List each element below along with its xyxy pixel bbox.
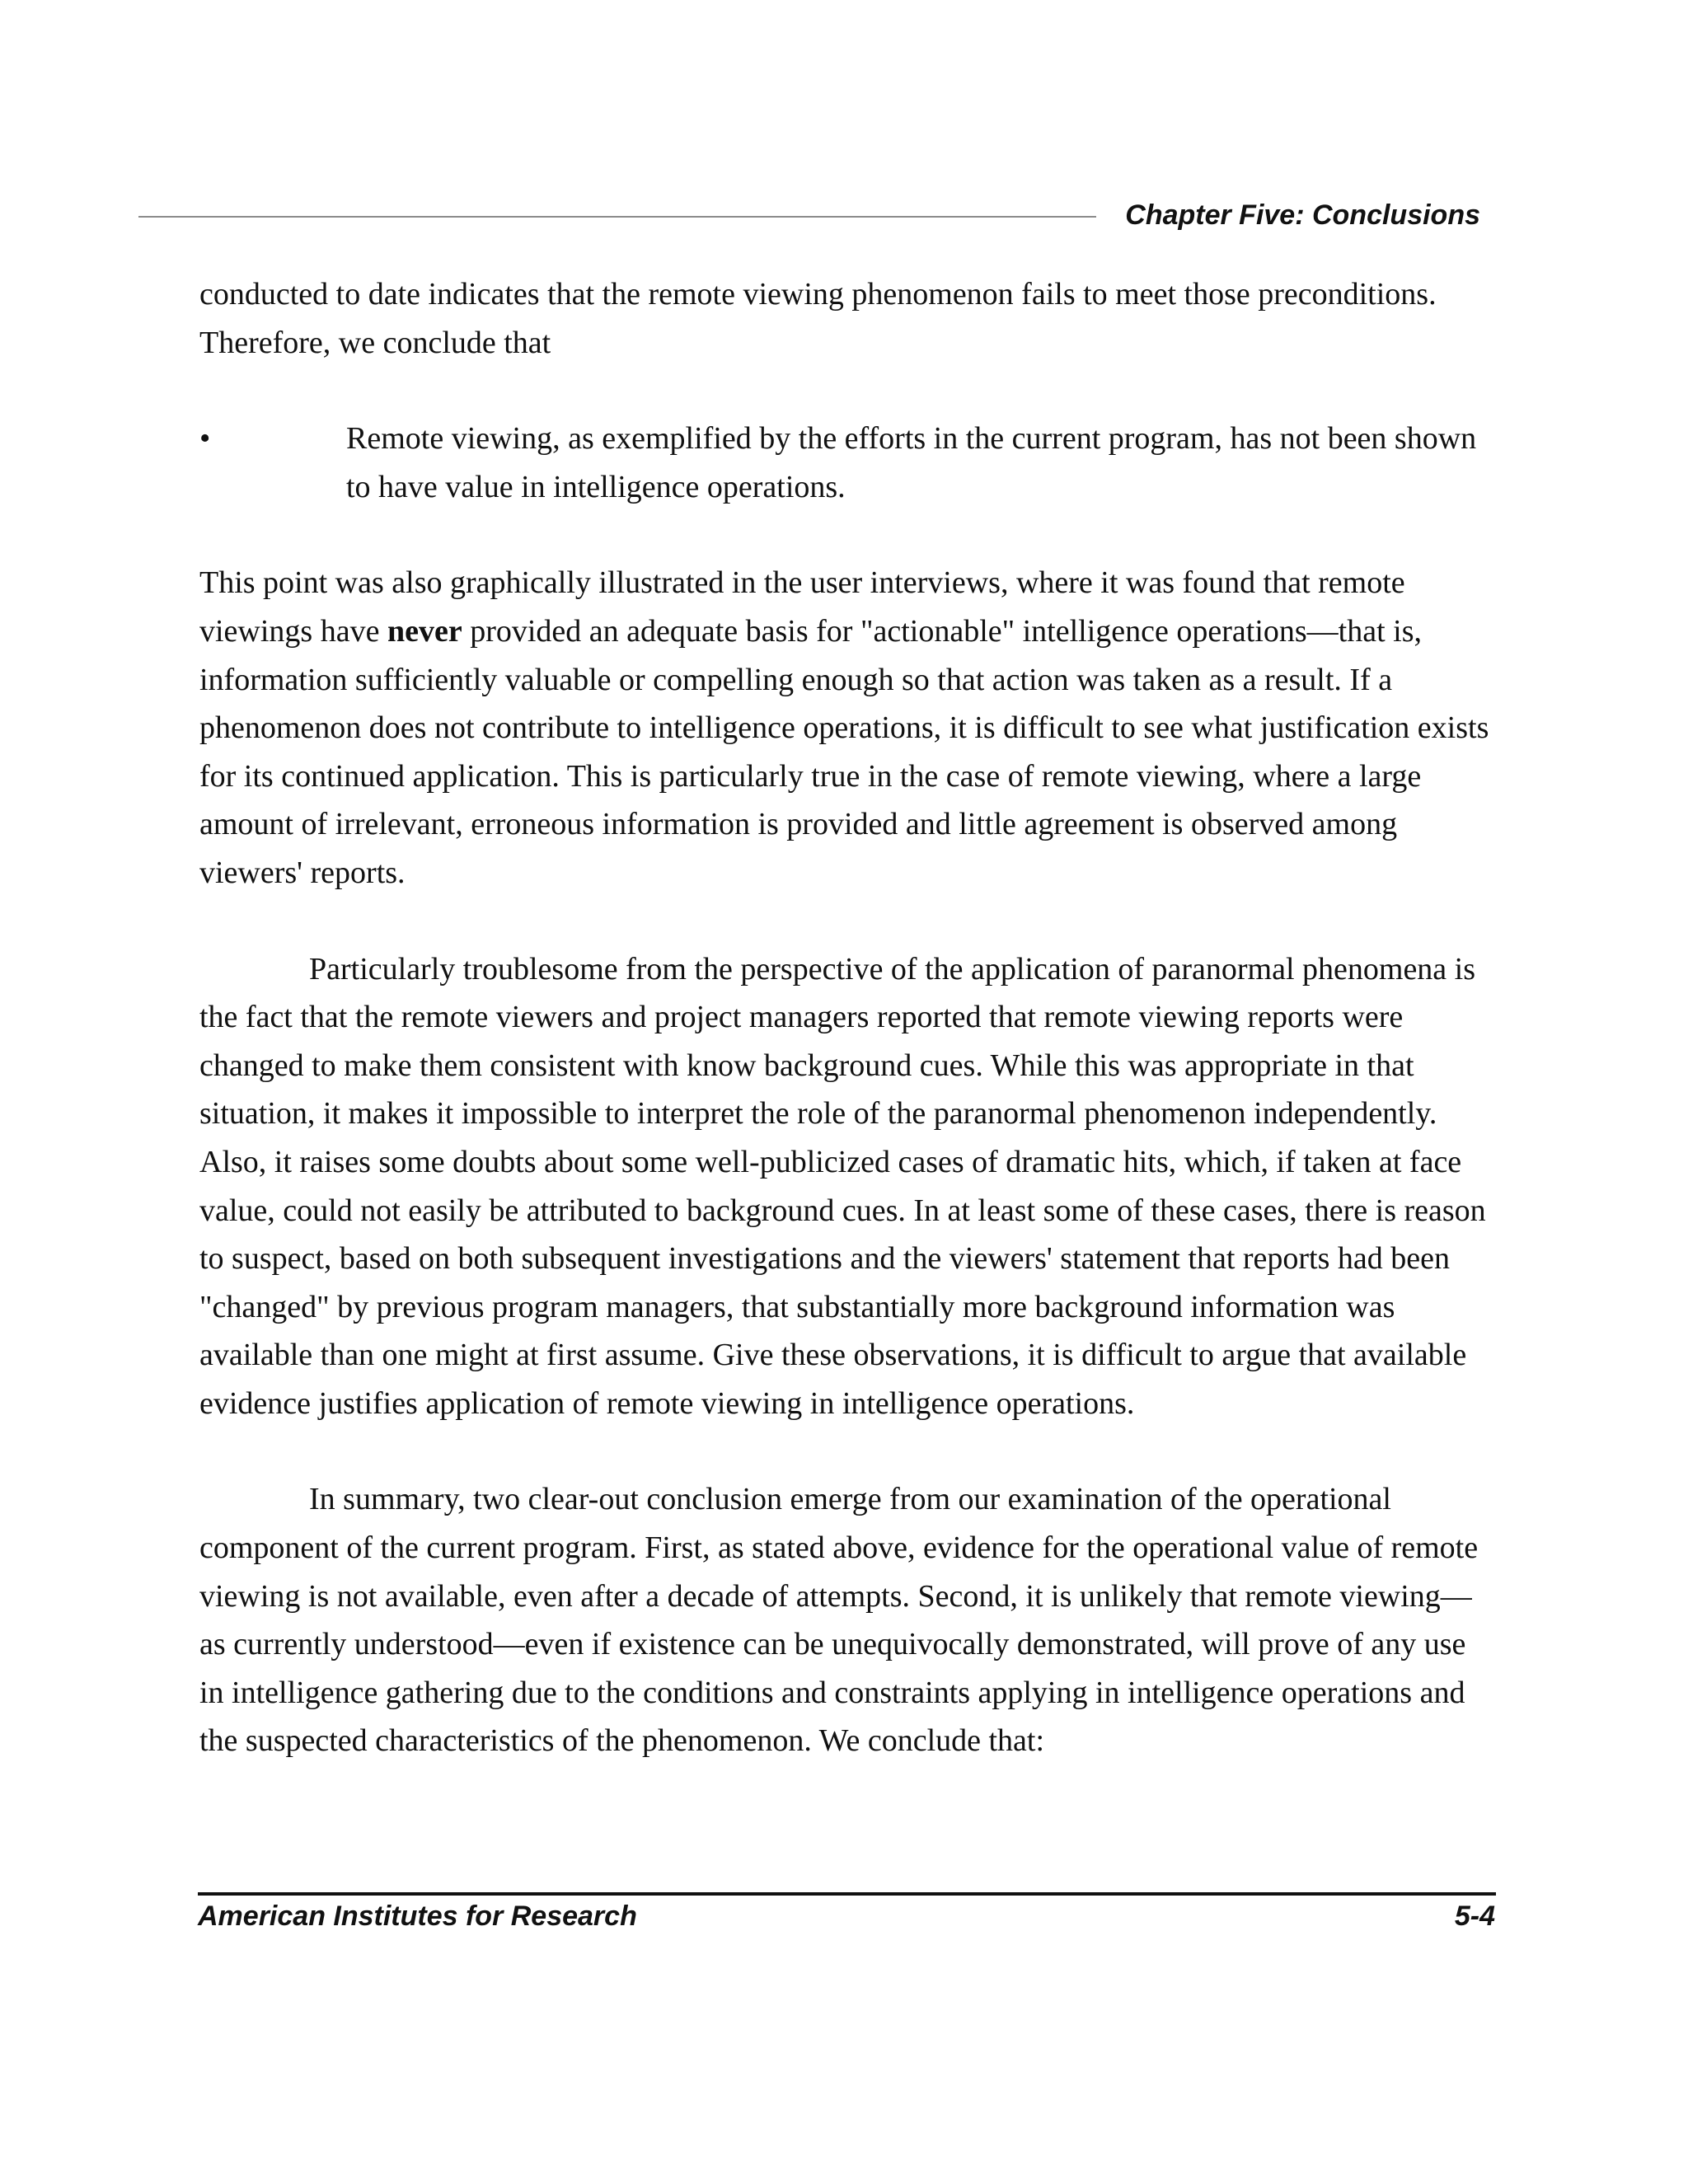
paragraph-user-interviews	[199, 559, 1493, 897]
bullet-text: Remote viewing, as exemplified by the efforts in the current program, has not been shown to have value in intelligence operations.	[346, 421, 1477, 504]
chapter-title: Chapter Five: Conclusions	[1125, 199, 1480, 231]
emphasis-never: never	[387, 613, 462, 649]
conclusion-bullet	[199, 415, 1493, 511]
paragraph-troublesome: Particularly troublesome from the perspective of the application of paranormal phenomena is the fact that the remote viewers and project managers reported that remote viewing reports were changed to make them consistent with know background cues. While this was appropriate in that situation, it makes it impossible to interpret the role of the paranormal phenomenon independently. Also, it raises some doubts about some well-publicized cases of dramatic hits, which, if taken at face value, could not easily be attributed to background cues. In at least some of these cases, there is reason to suspect, based on both subsequent investigations and the viewers' statement that reports had been "changed" by previous program managers, that substantially more background information was available than one might at first assume. Give these observations, it is difficult to argue that available evidence justifies application of remote viewing in intelligence operations.	[199, 951, 1486, 1421]
bullet-icon: •	[199, 421, 211, 457]
paragraph-text: This point was also graphically illustrated in the user interviews, where it was found that remote viewings have	[199, 565, 1405, 649]
continuation-paragraph: conducted to date indicates that the remote viewing phenomenon fails to meet those preconditions. Therefore, we conclude that	[199, 277, 1437, 360]
page-number: 5-4	[1454, 1900, 1495, 1932]
footer-organization: American Institutes for Research	[198, 1900, 637, 1932]
paragraph-summary: In summary, two clear-out conclusion emerge from our examination of the operational component of the current program. First, as stated above, evidence for the operational value of remote viewing is not available, even after a decade of attempts. Second, it is unlikely that remote viewing—as currently understood—even if existence can be unequivocally demonstrated, will prove of any use in intelligence gathering due to the conditions and constraints applying in intelligence operations and the suspected characteristics of the phenomenon. We conclude that:	[199, 1482, 1479, 1759]
body-text	[199, 270, 1493, 1765]
footer-rule	[198, 1892, 1496, 1896]
header-rule	[138, 216, 1096, 218]
paragraph-text: provided an adequate basis for "actionable" intelligence operations—that is, information sufficiently valuable or compelling enough so that action was taken as a result. If a phenomenon does not contribute to intelligence operations, it is difficult to see what justification exists for its continued application. This is particularly true in the case of remote viewing, where a large amount of irrelevant, erroneous information is provided and little agreement is observed among viewers' reports.	[199, 613, 1489, 890]
